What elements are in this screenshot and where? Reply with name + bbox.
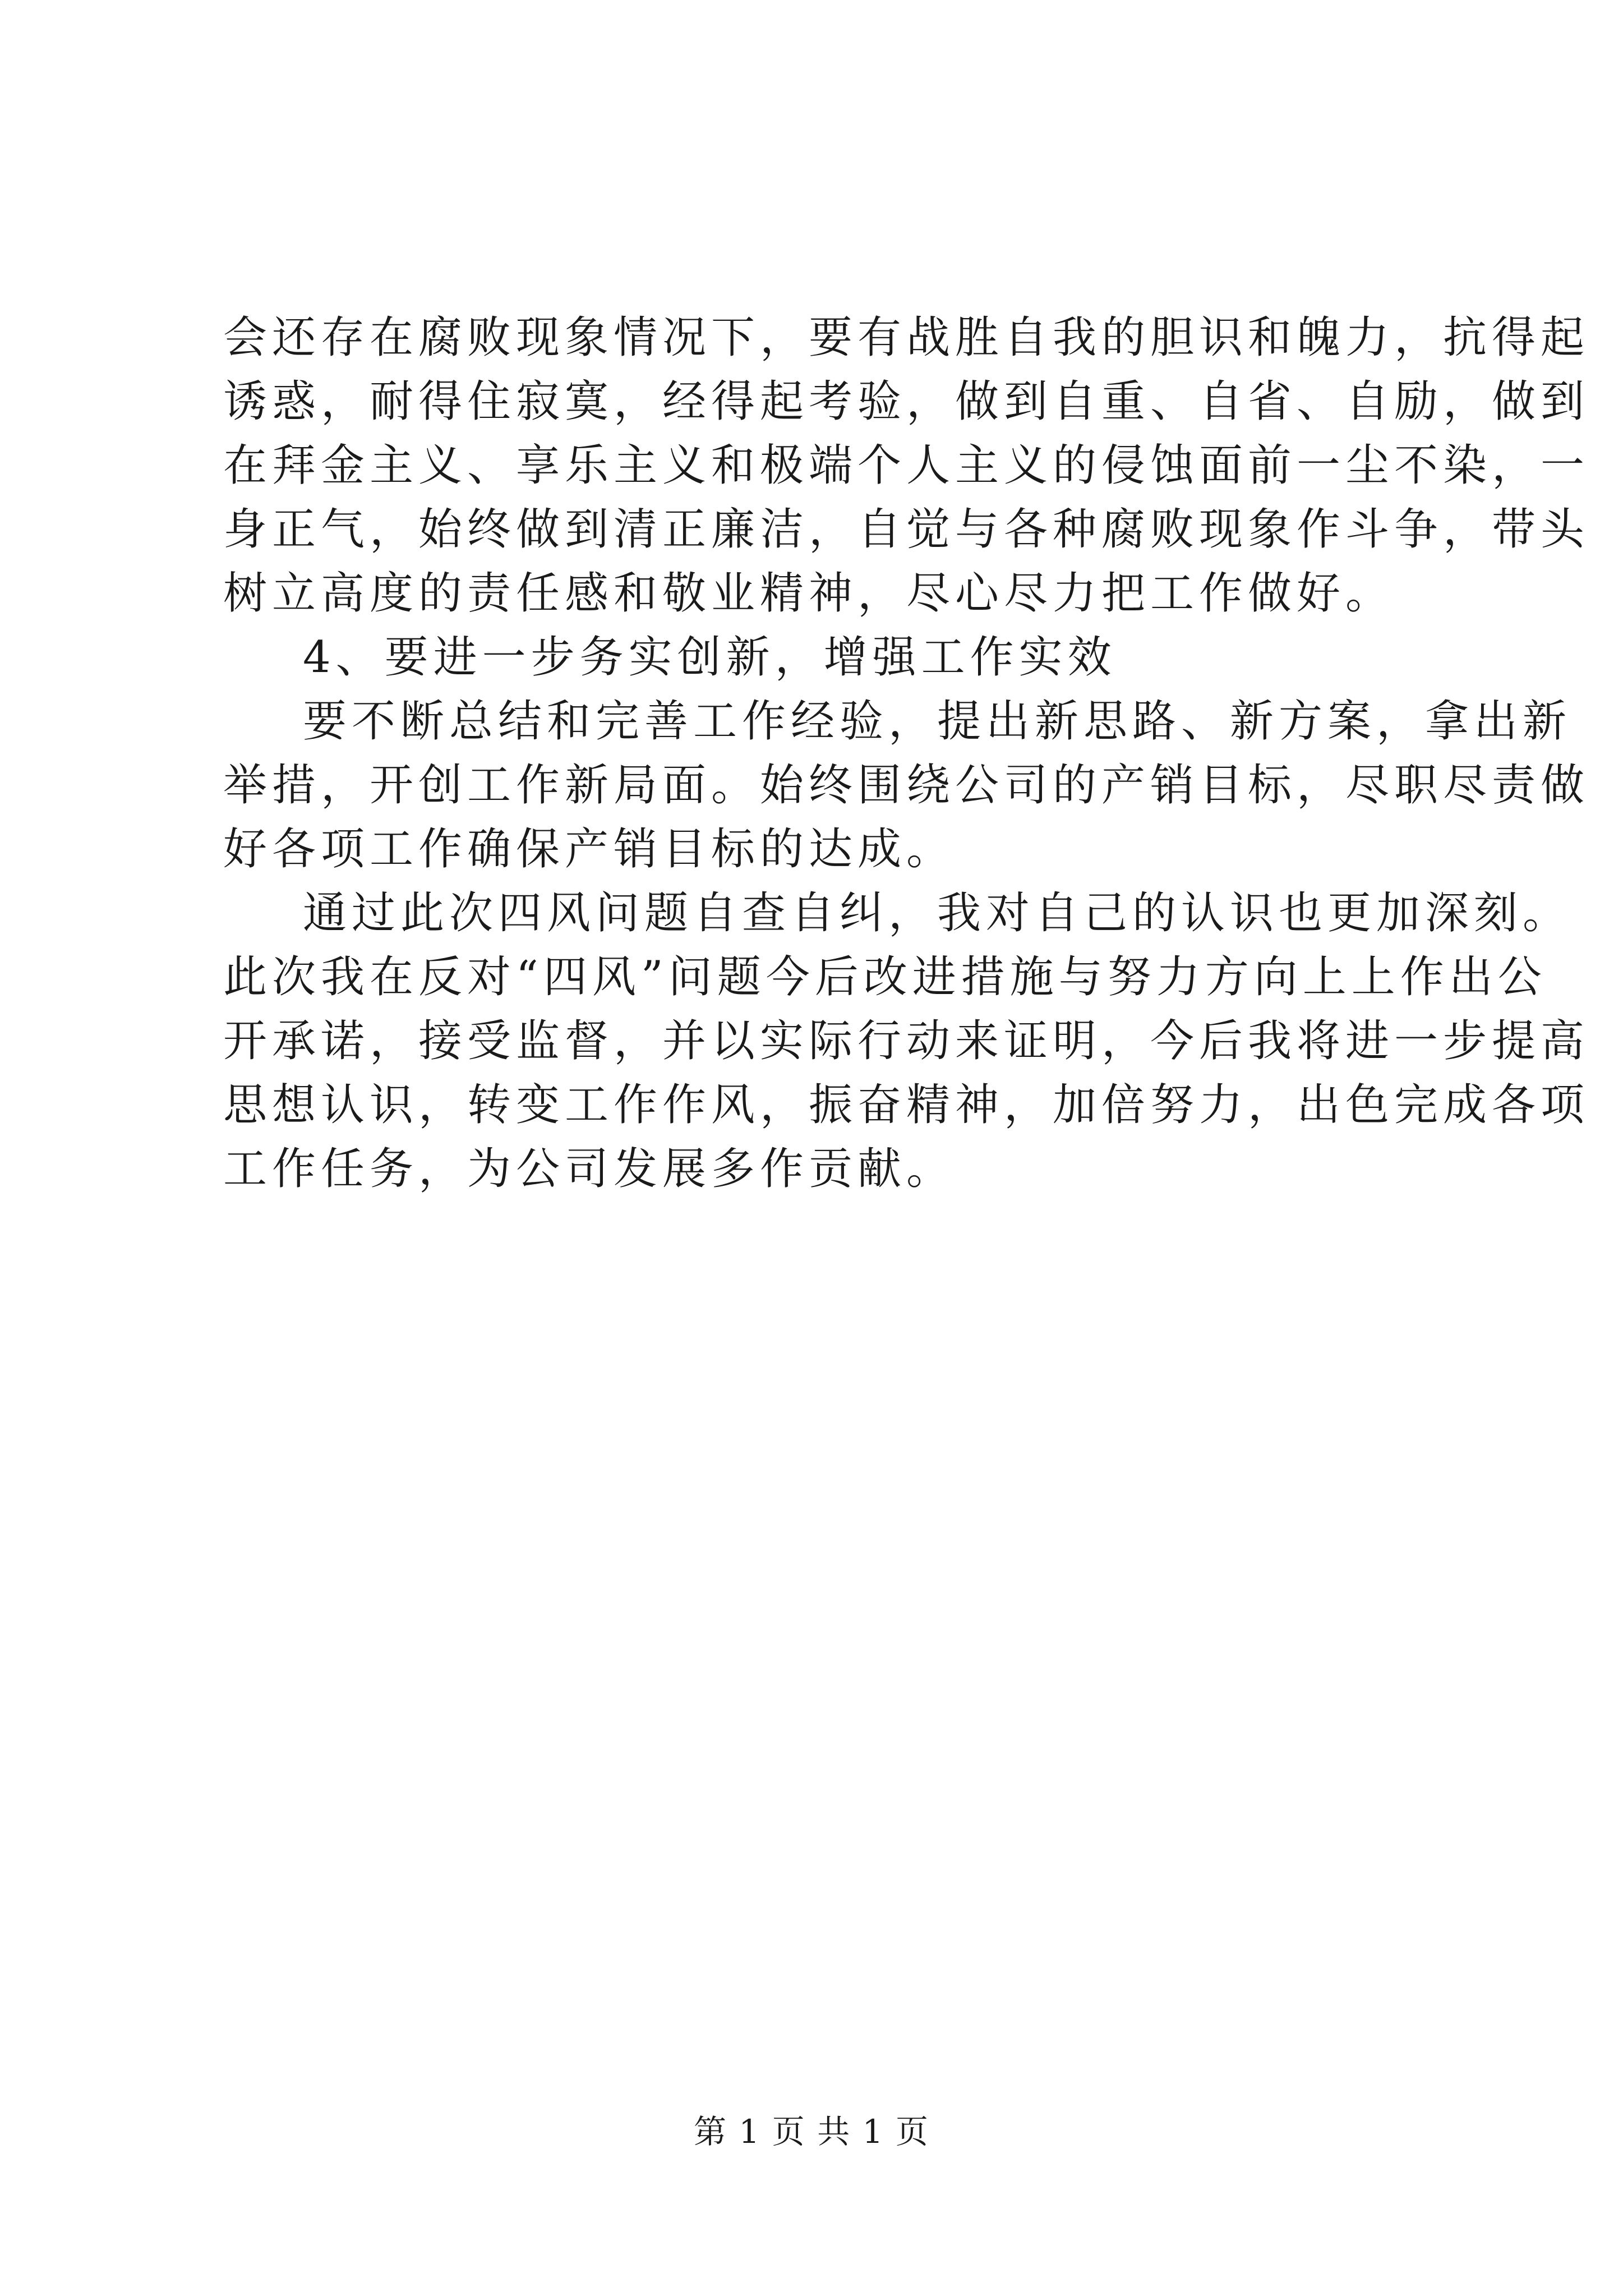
- paragraph-line: 诱惑，耐得住寂寞，经得起考验，做到自重、自省、自励，做到: [223, 376, 1590, 427]
- paragraph-line: 要不断总结和完善工作经验，提出新思路、新方案，拿出新: [303, 696, 1572, 747]
- paragraph-line: 开承诺，接受监督，并以实际行动来证明，今后我将进一步提高: [223, 1016, 1590, 1066]
- paragraph-line: 好各项工作确保产销目标的达成。: [223, 824, 956, 875]
- paragraph-line: 举措，开创工作新局面。始终围绕公司的产销目标，尽职尽责做: [223, 760, 1590, 811]
- paragraph-line: 此次我在反对“四风”问题今后改进措施与努力方向上上作出公: [223, 952, 1547, 1002]
- paragraph-line: 通过此次四风问题自查自纠，我对自己的认识也更加深刻。: [303, 888, 1572, 938]
- paragraph-line: 在拜金主义、享乐主义和极端个人主义的侵蚀面前一尘不染，一: [223, 440, 1590, 491]
- paragraph-line: 树立高度的责任感和敬业精神，尽心尽力把工作做好。: [223, 568, 1395, 619]
- paragraph-line: 思想认识，转变工作作风，振奋精神，加倍努力，出色完成各项: [223, 1080, 1590, 1130]
- document-body: [223, 306, 1590, 1201]
- page-number-footer: 第 1 页 共 1 页: [694, 2113, 929, 2151]
- section-heading: 4、要进一步务实创新，增强工作实效: [303, 632, 1117, 683]
- paragraph-line: 工作任务，为公司发展多作贡献。: [223, 1144, 956, 1194]
- paragraph-line: 会还存在腐败现象情况下，要有战胜自我的胆识和魄力，抗得起: [223, 312, 1590, 363]
- paragraph-line: 身正气，始终做到清正廉洁，自觉与各种腐败现象作斗争，带头: [223, 504, 1590, 555]
